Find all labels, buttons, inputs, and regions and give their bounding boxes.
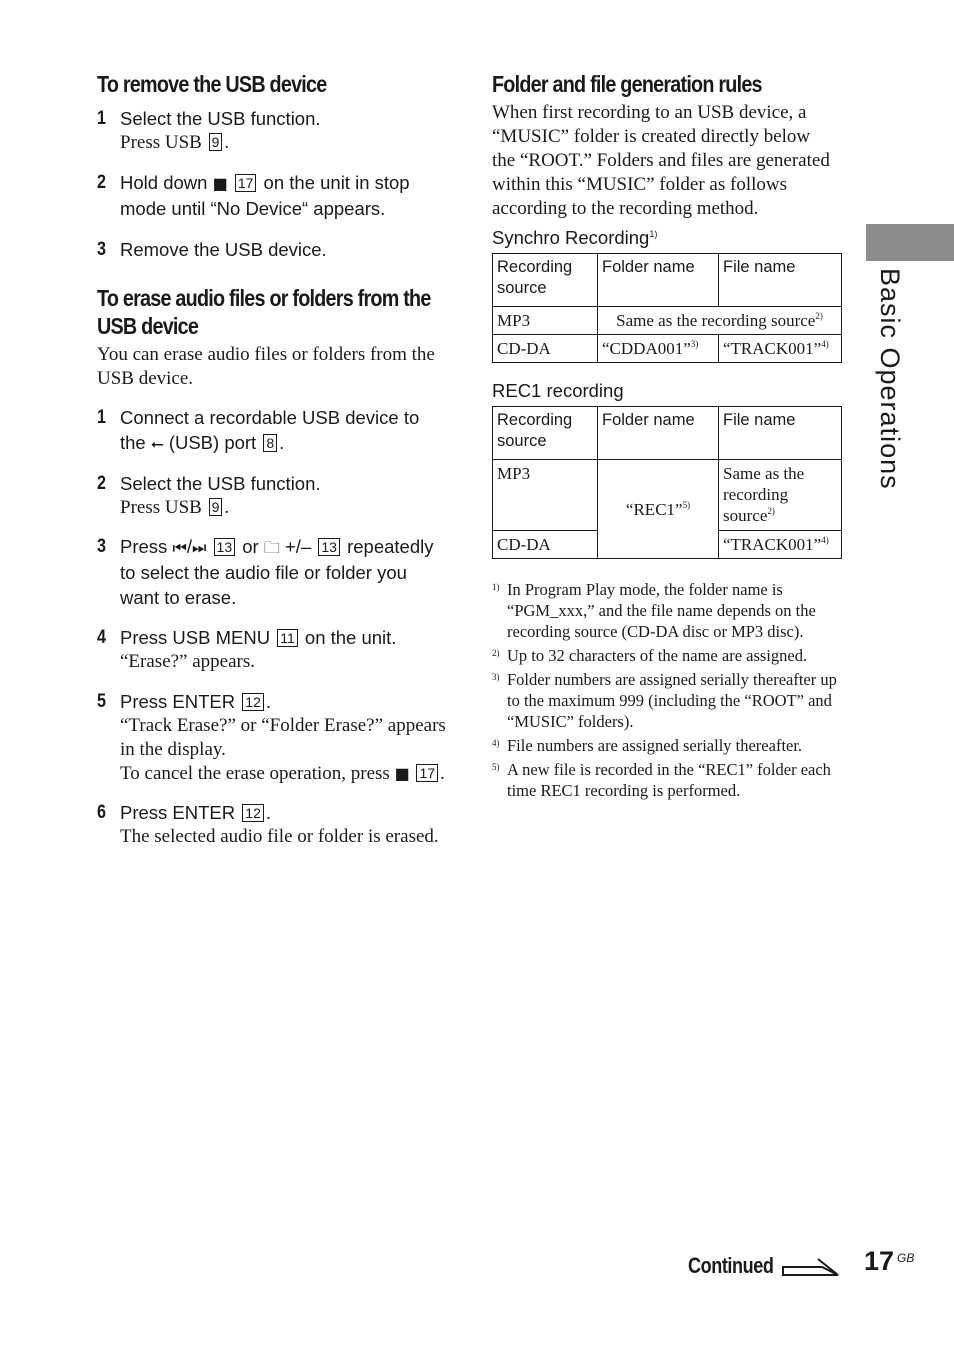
footnote [492, 579, 844, 642]
step-subtext-cancel: To cancel the erase operation, press ■ 17 . [120, 763, 445, 784]
table-cell [598, 335, 719, 363]
folder-rules-intro: When first recording to an USB device, a “MUSIC” folder is created directly below the “ROOT.” Folders and files are generated within this “MUSIC” folder as follows according to the recording method. [492, 102, 830, 219]
button-ref-badge: 12 [242, 693, 264, 711]
footnote [492, 759, 844, 801]
step-number: 3 [97, 536, 106, 557]
button-ref-badge: 9 [209, 133, 223, 151]
step-number: 3 [97, 239, 106, 260]
footnote-ref: 4) [821, 339, 829, 349]
footnote-ref: 3) [690, 339, 699, 349]
erase-heading: To erase audio files or folders from the USB device [97, 285, 431, 339]
cell-text: “CDDA001” [602, 339, 691, 358]
table-cell [598, 307, 842, 335]
step-text: Select the USB function. [120, 108, 321, 129]
footnote [492, 735, 844, 756]
remove-step-3 [97, 237, 447, 262]
erase-step-4 [97, 625, 447, 674]
rec1-table-label: REC1 recording [492, 380, 624, 401]
step-text-a: Press ENTER [120, 802, 236, 823]
footnote-mark: 1) [492, 582, 500, 592]
button-ref-badge: 8 [263, 434, 277, 452]
table-cell: MP3 [493, 307, 598, 335]
step-number: 2 [97, 473, 106, 494]
step-text [120, 625, 447, 650]
section-tab-label: Basic Operations [875, 268, 905, 490]
erase-intro: You can erase audio files or folders from the USB device. [97, 344, 435, 389]
step-text-a: Connect a recordable USB device to the [120, 407, 420, 453]
rec1-recording-table [492, 406, 842, 559]
step-subtext-label: Press USB [120, 497, 202, 518]
header-cell: Recording source [493, 407, 598, 460]
step-text-or: or [242, 536, 259, 557]
erase-step-6 [97, 800, 447, 849]
cell-text: “TRACK001” [723, 339, 822, 358]
table-cell: CD-DA [493, 531, 598, 559]
button-ref-badge: 17 [416, 764, 438, 782]
table-cell [598, 460, 719, 559]
skip-forward-icon: ⏭ [191, 538, 207, 557]
synchro-recording-table [492, 253, 842, 363]
footnote [492, 645, 844, 666]
footnote-mark: 5) [492, 762, 500, 772]
footnote-mark: 3) [492, 672, 500, 682]
step-number: 1 [97, 108, 106, 129]
step-text: Remove the USB device. [120, 239, 327, 260]
synchro-table-label [492, 226, 844, 250]
header-cell: Recording source [493, 254, 598, 307]
step-subtext: Press USB 9 . [120, 497, 230, 518]
continued-arrow-icon [782, 1255, 842, 1279]
erase-step-1 [97, 405, 447, 456]
step-text-a: Press USB MENU [120, 627, 271, 648]
footnote-ref: 2) [767, 506, 775, 516]
footnote-mark: 4) [492, 738, 500, 748]
step-text-plusminus: +/– [285, 536, 312, 557]
step-subtext: The selected audio file or folder is erased. [120, 826, 439, 847]
folder-icon: 🗀 [263, 538, 280, 557]
table-row [493, 460, 842, 531]
section-tab-marker [866, 224, 954, 261]
footnote-text: In Program Play mode, the folder name is “PGM_xxx,” and the file name depends on the recording source (CD-DA disc or MP3 disc). [507, 580, 816, 641]
step-text-a: Press [120, 536, 168, 557]
step-number: 5 [97, 691, 106, 712]
cell-text: “REC1” [625, 499, 683, 519]
step-text-b: on the unit. [304, 627, 397, 648]
step-number: 1 [97, 407, 106, 428]
table-header-row [493, 407, 842, 460]
step-text-a: Press ENTER [120, 691, 236, 712]
step-text: Press ENTER 12 . [120, 691, 271, 712]
button-ref-badge: 11 [277, 629, 298, 647]
cell-text: Same as the recording source [616, 311, 816, 330]
step-text: Connect a recordable USB device to the ⭠ (USB) port 8 . [120, 407, 420, 453]
step-text-b: repeatedly to select the audio file or folder you want to erase. [120, 536, 434, 608]
table-row [493, 335, 842, 363]
step-text-b: on the unit in stop mode until “No Device“ appears. [120, 172, 410, 219]
stop-icon: ■ [212, 174, 228, 193]
step-text: Press ENTER 12 . [120, 802, 271, 823]
footnote-text: File numbers are assigned serially thereafter. [507, 736, 803, 755]
footnote-text: Up to 32 characters of the name are assigned. [507, 646, 808, 665]
erase-step-2 [97, 471, 447, 520]
step-subtext: “Track Erase?” or “Folder Erase?” appears in the display. [120, 715, 446, 760]
step-subtext-label: Press USB [120, 132, 202, 153]
skip-back-icon: ⏮ [172, 538, 187, 557]
step-text: Press ⏮/⏭ 13 or 🗀 +/– 13 repeatedly to select the audio file or folder you want to erase. [120, 536, 434, 608]
table-cell: CD-DA [493, 335, 598, 363]
continued-label: Continued [688, 1253, 774, 1278]
button-ref-badge: 17 [235, 174, 257, 192]
table-cell [719, 335, 842, 363]
remove-step-1 [97, 106, 447, 155]
left-column [97, 70, 447, 849]
footnote-mark: 2) [492, 648, 500, 658]
button-ref-badge: 9 [209, 498, 223, 516]
step-number: 6 [97, 802, 106, 823]
table-header-row [493, 254, 842, 307]
remove-step-2 [97, 170, 447, 221]
page-number-suffix: GB [897, 1251, 915, 1265]
cell-text: Same as the recording source [723, 464, 805, 525]
header-cell: Folder name [598, 407, 719, 460]
step-text [120, 170, 447, 221]
button-ref-badge: 13 [318, 538, 340, 556]
step-subtext: “Erase?” appears. [120, 651, 256, 672]
step-number: 4 [97, 627, 106, 648]
step-text-b: (USB) port [168, 432, 257, 453]
footnotes [492, 579, 844, 801]
footnote-text: Folder numbers are assigned serially thereafter up to the maximum 999 (including the “ROOT” and “MUSIC” folders). [507, 670, 837, 731]
page-number: 17 [864, 1246, 895, 1276]
table-cell: MP3 [493, 460, 598, 531]
right-column [492, 70, 844, 804]
table-cell [719, 531, 842, 559]
header-cell: File name [719, 254, 842, 307]
synchro-label-text: Synchro Recording [492, 227, 650, 248]
step-subtext: Press USB 9 . [120, 132, 230, 153]
step-subtext-label: To cancel the erase operation, press [120, 763, 390, 784]
folder-rules-heading: Folder and file generation rules [492, 71, 762, 97]
stop-icon: ■ [394, 764, 410, 783]
footnote-ref: 5) [682, 499, 691, 510]
step-number: 2 [97, 172, 106, 193]
footnote [492, 669, 844, 732]
header-cell: File name [719, 407, 842, 460]
step-text-a: Hold down [120, 172, 208, 193]
button-ref-badge: 12 [242, 804, 264, 822]
table-cell [719, 460, 842, 531]
footnote-ref: 2) [815, 311, 823, 321]
remove-usb-heading: To remove the USB device [97, 71, 327, 97]
table-row [493, 307, 842, 335]
header-cell: Folder name [598, 254, 719, 307]
footnote-ref: 1) [649, 229, 658, 239]
step-text: Select the USB function. [120, 473, 321, 494]
erase-step-3 [97, 534, 447, 610]
footnote-text: A new file is recorded in the “REC1” folder each time REC1 recording is performed. [507, 760, 831, 800]
footnote-ref: 4) [821, 535, 829, 545]
erase-step-5 [97, 689, 447, 786]
usb-icon: ⭠ [150, 434, 164, 453]
cell-text: “TRACK001” [723, 535, 822, 554]
button-ref-badge: 13 [214, 538, 236, 556]
